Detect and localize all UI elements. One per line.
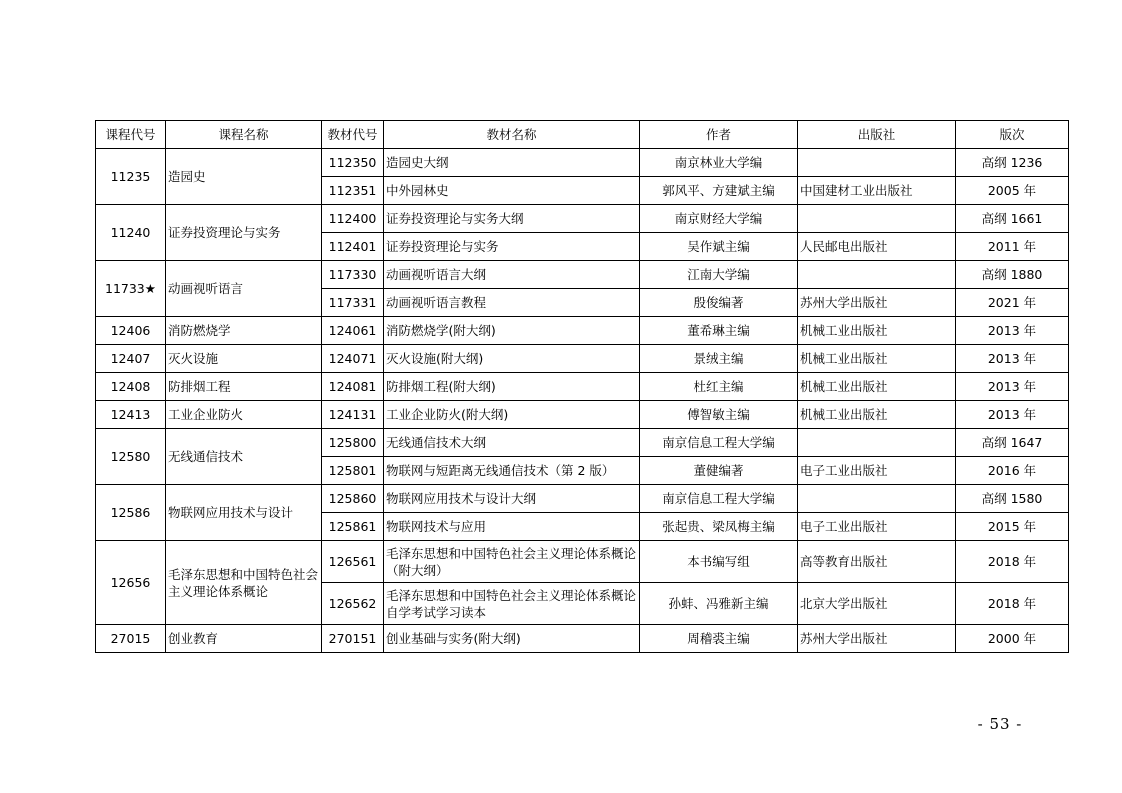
book-publisher: 高等教育出版社 [798,541,956,583]
book-title: 工业企业防火(附大纲) [384,401,640,429]
course-name: 消防燃烧学 [166,317,322,345]
book-title: 毛泽东思想和中国特色社会主义理论体系概论（附大纲） [384,541,640,583]
book-title: 无线通信技术大纲 [384,429,640,457]
table-row [96,625,1069,653]
book-title: 防排烟工程(附大纲) [384,373,640,401]
course-name: 防排烟工程 [166,373,322,401]
book-publisher [798,485,956,513]
course-code: 12656 [96,541,166,625]
book-author: 傅智敏主编 [640,401,798,429]
book-publisher: 苏州大学出版社 [798,289,956,317]
header-author: 作者 [640,121,798,149]
book-author: 景绒主编 [640,345,798,373]
book-code: 124071 [322,345,384,373]
book-code: 124061 [322,317,384,345]
book-author: 南京信息工程大学编 [640,429,798,457]
book-edition: 高纲 1647 [956,429,1069,457]
book-author: 张起贵、梁凤梅主编 [640,513,798,541]
book-edition: 2015 年 [956,513,1069,541]
header-row [96,121,1069,149]
book-edition: 2013 年 [956,373,1069,401]
header-course-name: 课程名称 [166,121,322,149]
book-author: 杜红主编 [640,373,798,401]
book-code: 117330 [322,261,384,289]
book-publisher [798,429,956,457]
book-edition: 2013 年 [956,345,1069,373]
book-code: 124081 [322,373,384,401]
table-row [96,345,1069,373]
book-author: 殷俊编著 [640,289,798,317]
book-code: 270151 [322,625,384,653]
book-author: 本书编写组 [640,541,798,583]
course-name: 创业教育 [166,625,322,653]
course-code: 12407 [96,345,166,373]
table-row [96,373,1069,401]
book-code: 126561 [322,541,384,583]
table-row [96,401,1069,429]
book-publisher: 机械工业出版社 [798,345,956,373]
course-code: 11235 [96,149,166,205]
book-publisher: 电子工业出版社 [798,457,956,485]
book-author: 南京财经大学编 [640,205,798,233]
book-edition: 高纲 1236 [956,149,1069,177]
book-edition: 2018 年 [956,583,1069,625]
book-edition: 高纲 1880 [956,261,1069,289]
book-title: 物联网应用技术与设计大纲 [384,485,640,513]
book-title: 中外园林史 [384,177,640,205]
book-author: 吴作斌主编 [640,233,798,261]
page-number: - 53 - [977,715,1023,733]
table-row [96,149,1069,177]
book-title: 证券投资理论与实务大纲 [384,205,640,233]
book-publisher [798,205,956,233]
book-author: 孙蚌、冯雅新主编 [640,583,798,625]
course-code: 12406 [96,317,166,345]
course-name: 无线通信技术 [166,429,322,485]
book-edition: 2005 年 [956,177,1069,205]
table-row [96,205,1069,233]
header-book-code: 教材代号 [322,121,384,149]
book-edition: 2013 年 [956,317,1069,345]
course-name: 灭火设施 [166,345,322,373]
header-book-title: 教材名称 [384,121,640,149]
header-publisher: 出版社 [798,121,956,149]
book-publisher [798,149,956,177]
book-code: 126562 [322,583,384,625]
book-publisher: 人民邮电出版社 [798,233,956,261]
header-edition: 版次 [956,121,1069,149]
table-row [96,541,1069,583]
book-publisher: 北京大学出版社 [798,583,956,625]
book-code: 124131 [322,401,384,429]
course-name: 造园史 [166,149,322,205]
book-code: 125801 [322,457,384,485]
book-title: 创业基础与实务(附大纲) [384,625,640,653]
course-code: 27015 [96,625,166,653]
book-title: 消防燃烧学(附大纲) [384,317,640,345]
book-code: 112401 [322,233,384,261]
table-row [96,485,1069,513]
book-author: 周稽裘主编 [640,625,798,653]
book-title: 证券投资理论与实务 [384,233,640,261]
book-code: 125861 [322,513,384,541]
book-author: 董希琳主编 [640,317,798,345]
book-author: 江南大学编 [640,261,798,289]
course-name: 证券投资理论与实务 [166,205,322,261]
textbook-table [95,120,1069,653]
book-publisher: 中国建材工业出版社 [798,177,956,205]
book-publisher: 机械工业出版社 [798,401,956,429]
book-author: 董健编著 [640,457,798,485]
course-code: 11240 [96,205,166,261]
book-author: 南京信息工程大学编 [640,485,798,513]
book-publisher: 机械工业出版社 [798,373,956,401]
table-row [96,261,1069,289]
book-author: 南京林业大学编 [640,149,798,177]
course-name: 物联网应用技术与设计 [166,485,322,541]
book-edition: 2018 年 [956,541,1069,583]
book-publisher [798,261,956,289]
book-publisher: 电子工业出版社 [798,513,956,541]
book-title: 灭火设施(附大纲) [384,345,640,373]
book-title: 物联网与短距离无线通信技术（第 2 版） [384,457,640,485]
course-name: 动画视听语言 [166,261,322,317]
book-edition: 高纲 1580 [956,485,1069,513]
course-code: 12580 [96,429,166,485]
book-edition: 2011 年 [956,233,1069,261]
book-edition: 2016 年 [956,457,1069,485]
book-publisher: 机械工业出版社 [798,317,956,345]
table-row [96,429,1069,457]
book-publisher: 苏州大学出版社 [798,625,956,653]
book-code: 125860 [322,485,384,513]
book-title: 毛泽东思想和中国特色社会主义理论体系概论自学考试学习读本 [384,583,640,625]
book-code: 117331 [322,289,384,317]
book-code: 112350 [322,149,384,177]
course-code: 12413 [96,401,166,429]
book-edition: 2013 年 [956,401,1069,429]
book-title: 物联网技术与应用 [384,513,640,541]
book-code: 125800 [322,429,384,457]
book-author: 郭风平、方建斌主编 [640,177,798,205]
book-title: 动画视听语言教程 [384,289,640,317]
book-title: 造园史大纲 [384,149,640,177]
course-code: 12586 [96,485,166,541]
course-code: 11733★ [96,261,166,317]
course-code: 12408 [96,373,166,401]
book-code: 112351 [322,177,384,205]
course-name: 毛泽东思想和中国特色社会主义理论体系概论 [166,541,322,625]
book-edition: 2021 年 [956,289,1069,317]
book-title: 动画视听语言大纲 [384,261,640,289]
book-code: 112400 [322,205,384,233]
book-edition: 2000 年 [956,625,1069,653]
book-edition: 高纲 1661 [956,205,1069,233]
header-course-code: 课程代号 [96,121,166,149]
course-name: 工业企业防火 [166,401,322,429]
table-row [96,317,1069,345]
